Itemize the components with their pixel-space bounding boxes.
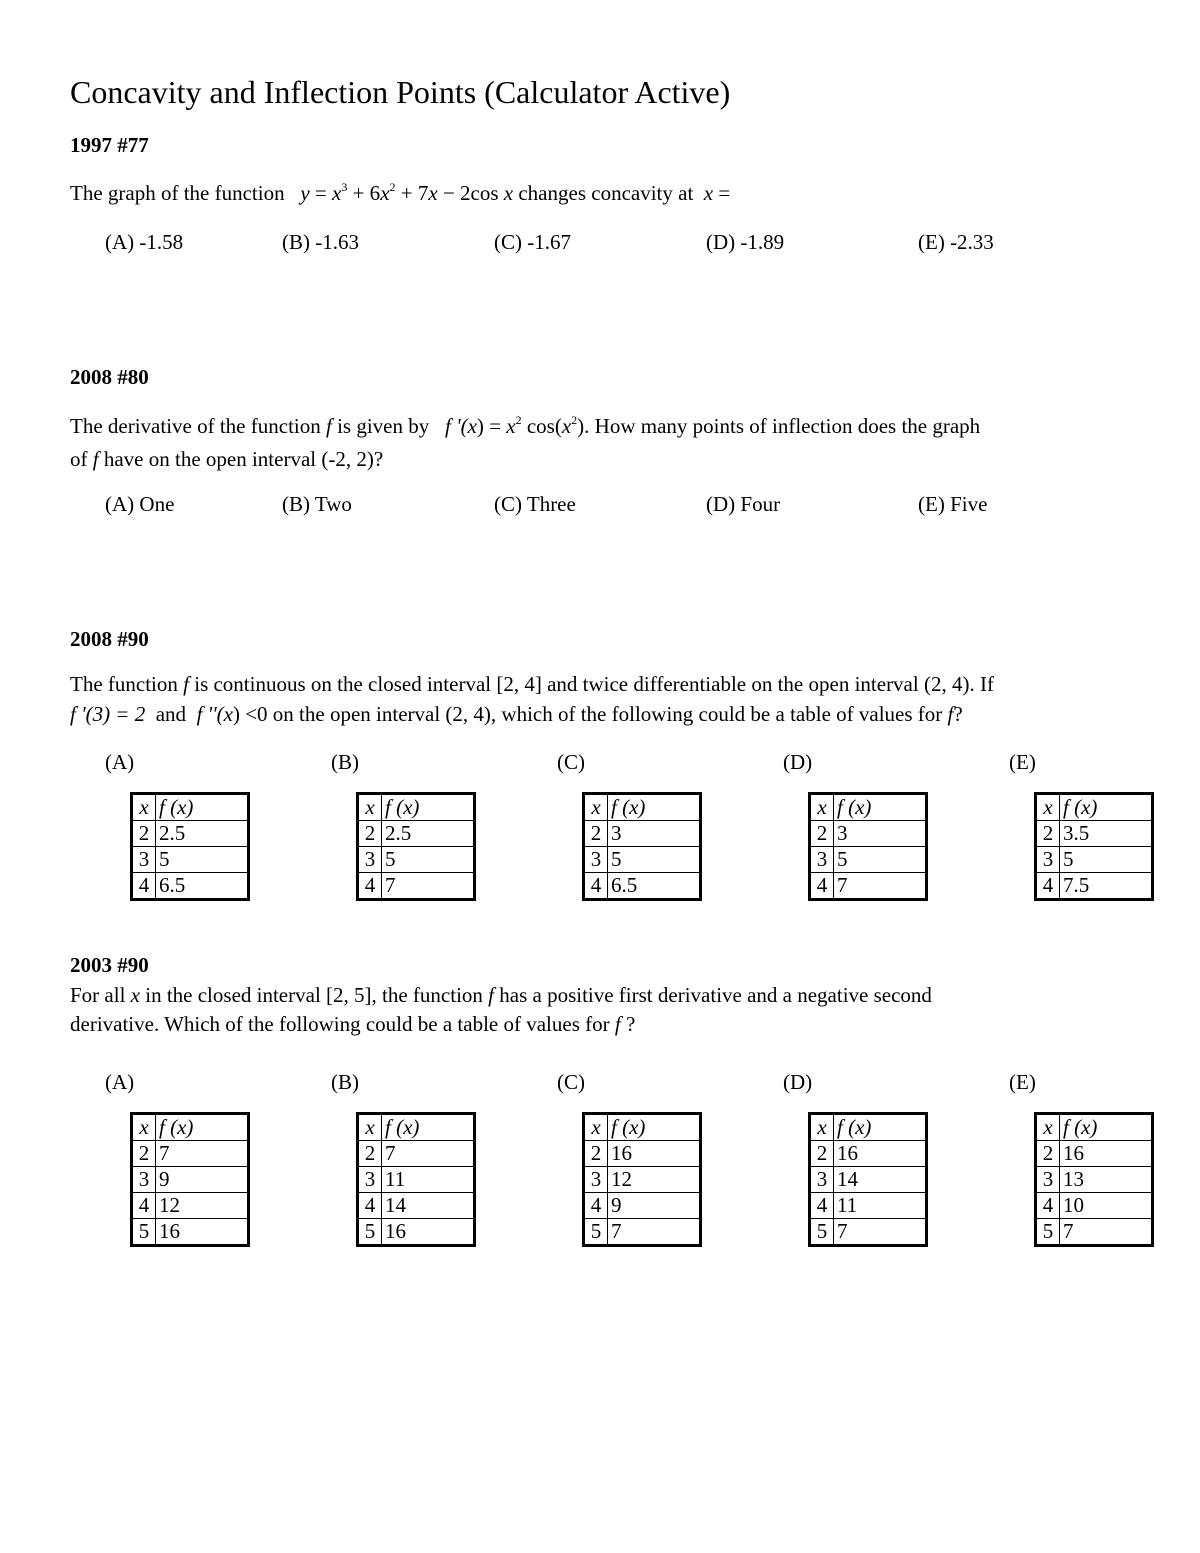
q2-sq2: 2	[571, 413, 578, 427]
q3-option-d-label: (D)	[783, 750, 813, 774]
cell-fx: 7	[382, 873, 475, 900]
header-x: x	[810, 1114, 834, 1141]
table-header-row	[132, 794, 249, 821]
header-x: x	[584, 794, 608, 821]
cell-fx: 7	[1060, 1219, 1153, 1246]
q3-x: x	[223, 702, 233, 726]
q2-line1-post: How many points of inflection does the graph	[589, 414, 981, 438]
eq-x1: x	[332, 181, 342, 205]
q4-heading: 2003 #90	[70, 953, 149, 977]
page-title: Concavity and Inflection Points (Calculator Active)	[70, 74, 731, 110]
header-fx: f (x)	[382, 794, 475, 821]
q3-fprime: f '(3) = 2	[70, 702, 146, 726]
table-row	[132, 821, 249, 847]
q2-line1	[70, 412, 980, 441]
header-fx: f (x)	[608, 1114, 701, 1141]
q1-stem	[70, 179, 730, 208]
cell-fx: 16	[834, 1141, 927, 1167]
table-row	[358, 873, 475, 900]
q3-option-e-table	[1034, 792, 1154, 901]
cell-fx: 13	[1060, 1167, 1153, 1193]
cell-x: 2	[358, 1141, 382, 1167]
q1-x-sign: =	[713, 181, 731, 205]
q4-line1	[70, 981, 932, 1010]
table-row	[358, 1167, 475, 1193]
q4-option-e-table	[1034, 1112, 1154, 1247]
cell-fx: 14	[834, 1167, 927, 1193]
cell-fx: 5	[608, 847, 701, 873]
table-row	[132, 1141, 249, 1167]
table-row	[584, 873, 701, 900]
q4-option-d-table	[808, 1112, 928, 1247]
header-fx: f (x)	[608, 794, 701, 821]
cell-x: 2	[358, 821, 382, 847]
table-header-row	[810, 1114, 927, 1141]
cell-fx: 7	[834, 1219, 927, 1246]
q4-line2-post: ?	[620, 1012, 636, 1036]
table-header-row	[358, 794, 475, 821]
cell-fx: 12	[156, 1193, 249, 1219]
q2-close: ).	[577, 414, 590, 438]
q2-cos: cos(	[521, 414, 562, 438]
cell-x: 4	[132, 1193, 156, 1219]
cell-fx: 14	[382, 1193, 475, 1219]
q2-heading: 2008 #80	[70, 365, 149, 389]
cell-fx: 12	[608, 1167, 701, 1193]
header-fx: f (x)	[834, 794, 927, 821]
q3-fdoubleprime: f ''(	[196, 702, 224, 726]
q1-option-b: (B) -1.63	[282, 230, 359, 254]
cell-x: 3	[132, 847, 156, 873]
q3-option-a-table	[130, 792, 250, 901]
table-row	[810, 847, 927, 873]
cell-fx: 16	[1060, 1141, 1153, 1167]
q1-heading: 1997 #77	[70, 133, 149, 157]
q3-qmark: ?	[953, 702, 963, 726]
cell-x: 5	[584, 1219, 608, 1246]
table-row	[584, 1219, 701, 1246]
table-row	[1036, 821, 1153, 847]
eq-equals: =	[309, 181, 333, 205]
header-x: x	[1036, 1114, 1060, 1141]
cell-fx: 9	[156, 1167, 249, 1193]
header-x: x	[584, 1114, 608, 1141]
q2-sq: 2	[515, 413, 522, 427]
q2-fprime-close: ) =	[476, 414, 507, 438]
eq-minus-cos: − 2cos	[437, 181, 499, 205]
cell-x: 4	[584, 1193, 608, 1219]
table-row	[358, 1141, 475, 1167]
q3-f: f	[183, 672, 189, 696]
header-fx: f (x)	[156, 1114, 249, 1141]
table-row	[132, 1167, 249, 1193]
cell-x: 4	[810, 873, 834, 900]
cell-x: 5	[810, 1219, 834, 1246]
eq-exp2: 2	[389, 180, 396, 194]
q2-xsq2: x	[561, 414, 572, 438]
cell-fx: 3	[608, 821, 701, 847]
cell-fx: 9	[608, 1193, 701, 1219]
table-row	[584, 821, 701, 847]
cell-x: 3	[810, 847, 834, 873]
cell-fx: 3.5	[1060, 821, 1153, 847]
header-fx: f (x)	[1060, 1114, 1153, 1141]
header-x: x	[132, 1114, 156, 1141]
cell-fx: 10	[1060, 1193, 1153, 1219]
table-row	[1036, 873, 1153, 900]
cell-fx: 16	[608, 1141, 701, 1167]
table-row	[132, 847, 249, 873]
q4-line1-mid: in the closed interval [2, 5], the function	[140, 983, 489, 1007]
cell-x: 2	[810, 1141, 834, 1167]
q1-option-c: (C) -1.67	[494, 230, 571, 254]
table-row	[810, 821, 927, 847]
cell-fx: 16	[382, 1219, 475, 1246]
cell-fx: 11	[382, 1167, 475, 1193]
cell-x: 2	[132, 1141, 156, 1167]
eq-x3: x	[428, 181, 438, 205]
table-header-row	[584, 794, 701, 821]
table-row	[358, 847, 475, 873]
table-row	[358, 1219, 475, 1246]
header-x: x	[810, 794, 834, 821]
cell-x: 3	[358, 1167, 382, 1193]
cell-x: 4	[1036, 1193, 1060, 1219]
q3-line2	[70, 700, 963, 729]
table-row	[584, 1193, 701, 1219]
cell-fx: 3	[834, 821, 927, 847]
cell-x: 4	[584, 873, 608, 900]
q4-line2-pre: derivative. Which of the following could be a table of values for	[70, 1012, 615, 1036]
table-row	[132, 1193, 249, 1219]
q3-option-d-table	[808, 792, 928, 901]
table-row	[358, 1193, 475, 1219]
header-fx: f (x)	[156, 794, 249, 821]
table-row	[810, 873, 927, 900]
q4-line1-pre: For all	[70, 983, 131, 1007]
q4-option-b-table	[356, 1112, 476, 1247]
q4-option-c-label: (C)	[557, 1070, 585, 1094]
header-fx: f (x)	[834, 1114, 927, 1141]
cell-fx: 11	[834, 1193, 927, 1219]
eq-exp3: 3	[341, 180, 348, 194]
table-row	[810, 1141, 927, 1167]
header-x: x	[358, 794, 382, 821]
header-fx: f (x)	[382, 1114, 475, 1141]
table-row	[132, 873, 249, 900]
cell-x: 3	[358, 847, 382, 873]
header-fx: f (x)	[1060, 794, 1153, 821]
cell-x: 3	[810, 1167, 834, 1193]
q4-option-b-label: (B)	[331, 1070, 359, 1094]
q3-line2-post: on the open interval (2, 4), which of the following could be a table of values for	[267, 702, 948, 726]
cell-fx: 5	[1060, 847, 1153, 873]
q2-line2	[70, 445, 383, 474]
q3-line1	[70, 670, 994, 699]
cell-fx: 6.5	[608, 873, 701, 900]
q2-option-e: (E) Five	[918, 492, 988, 516]
cell-x: 4	[810, 1193, 834, 1219]
cell-x: 2	[584, 1141, 608, 1167]
cell-fx: 7	[156, 1141, 249, 1167]
header-x: x	[358, 1114, 382, 1141]
table-header-row	[810, 794, 927, 821]
q3-fpp-close: ) <0	[232, 702, 268, 726]
eq-plus7: + 7	[395, 181, 429, 205]
cell-x: 3	[584, 1167, 608, 1193]
cell-x: 5	[1036, 1219, 1060, 1246]
q4-line2	[70, 1010, 635, 1039]
q2-option-a: (A) One	[105, 492, 175, 516]
q2-option-c: (C) Three	[494, 492, 576, 516]
q3-line1-pre: The function	[70, 672, 184, 696]
cell-x: 2	[810, 821, 834, 847]
q2-f: f	[326, 414, 332, 438]
q2-line2-pre: of	[70, 447, 93, 471]
q3-option-c-label: (C)	[557, 750, 585, 774]
eq-plus6: + 6	[347, 181, 381, 205]
q3-option-a-label: (A)	[105, 750, 135, 774]
q4-option-e-label: (E)	[1009, 1070, 1036, 1094]
eq-x4: x	[503, 181, 514, 205]
table-header-row	[1036, 794, 1153, 821]
table-row	[1036, 847, 1153, 873]
q1-option-e: (E) -2.33	[918, 230, 994, 254]
q4-f: f	[488, 983, 494, 1007]
q4-option-c-table	[582, 1112, 702, 1247]
q2-line2-post: have on the open interval (-2, 2)?	[98, 447, 384, 471]
cell-x: 3	[1036, 1167, 1060, 1193]
table-row	[1036, 1193, 1153, 1219]
cell-x: 5	[358, 1219, 382, 1246]
q2-x: x	[467, 414, 477, 438]
q4-option-a-label: (A)	[105, 1070, 135, 1094]
cell-x: 4	[132, 873, 156, 900]
cell-fx: 7.5	[1060, 873, 1153, 900]
cell-fx: 2.5	[382, 821, 475, 847]
cell-x: 3	[1036, 847, 1060, 873]
eq-x2: x	[380, 181, 390, 205]
table-row	[810, 1219, 927, 1246]
q3-option-c-table	[582, 792, 702, 901]
cell-x: 5	[132, 1219, 156, 1246]
q1-option-d: (D) -1.89	[706, 230, 785, 254]
q4-option-d-label: (D)	[783, 1070, 813, 1094]
header-x: x	[132, 794, 156, 821]
q2-line1-mid: is given by	[331, 414, 435, 438]
q2-fprime: f '(	[445, 414, 468, 438]
q2-line1-pre: The derivative of the function	[70, 414, 326, 438]
table-header-row	[1036, 1114, 1153, 1141]
q3-heading: 2008 #90	[70, 627, 149, 651]
q1-stem-post: changes concavity at	[513, 181, 699, 205]
table-header-row	[584, 1114, 701, 1141]
table-row	[358, 821, 475, 847]
cell-x: 4	[358, 873, 382, 900]
q3-option-b-table	[356, 792, 476, 901]
q1-stem-pre: The graph of the function	[70, 181, 290, 205]
cell-x: 2	[132, 821, 156, 847]
q3-f2: f	[947, 702, 954, 726]
table-row	[1036, 1167, 1153, 1193]
table-row	[584, 1167, 701, 1193]
q1-equation	[300, 181, 513, 205]
q4-option-a-table	[130, 1112, 250, 1247]
q4-f2: f	[614, 1012, 621, 1036]
cell-x: 2	[1036, 1141, 1060, 1167]
cell-x: 2	[1036, 821, 1060, 847]
table-row	[132, 1219, 249, 1246]
cell-fx: 5	[382, 847, 475, 873]
eq-y: y	[300, 181, 310, 205]
cell-fx: 7	[608, 1219, 701, 1246]
cell-fx: 5	[156, 847, 249, 873]
cell-fx: 5	[834, 847, 927, 873]
q3-and: and	[145, 702, 197, 726]
q2-option-d: (D) Four	[706, 492, 781, 516]
cell-fx: 7	[834, 873, 927, 900]
table-row	[810, 1193, 927, 1219]
table-row	[1036, 1141, 1153, 1167]
q4-line1-post: has a positive first derivative and a negative second	[494, 983, 932, 1007]
cell-fx: 7	[382, 1141, 475, 1167]
q2-option-b: (B) Two	[282, 492, 352, 516]
table-header-row	[132, 1114, 249, 1141]
cell-x: 3	[132, 1167, 156, 1193]
q3-line1-post: is continuous on the closed interval [2, 4] and twice differentiable on the open interval (2, 4). If	[188, 672, 994, 696]
cell-x: 4	[358, 1193, 382, 1219]
table-row	[810, 1167, 927, 1193]
table-row	[584, 1141, 701, 1167]
table-row	[1036, 1219, 1153, 1246]
q3-option-e-label: (E)	[1009, 750, 1036, 774]
cell-fx: 2.5	[156, 821, 249, 847]
cell-x: 3	[584, 847, 608, 873]
q2-f2: f	[92, 447, 99, 471]
table-header-row	[358, 1114, 475, 1141]
cell-x: 4	[1036, 873, 1060, 900]
q2-xsq: x	[506, 414, 516, 438]
cell-fx: 6.5	[156, 873, 249, 900]
q1-option-a: (A) -1.58	[105, 230, 184, 254]
q3-option-b-label: (B)	[331, 750, 359, 774]
table-row	[584, 847, 701, 873]
cell-x: 2	[584, 821, 608, 847]
q4-x: x	[130, 983, 140, 1007]
q1-x-var: x	[703, 181, 714, 205]
cell-fx: 16	[156, 1219, 249, 1246]
header-x: x	[1036, 794, 1060, 821]
